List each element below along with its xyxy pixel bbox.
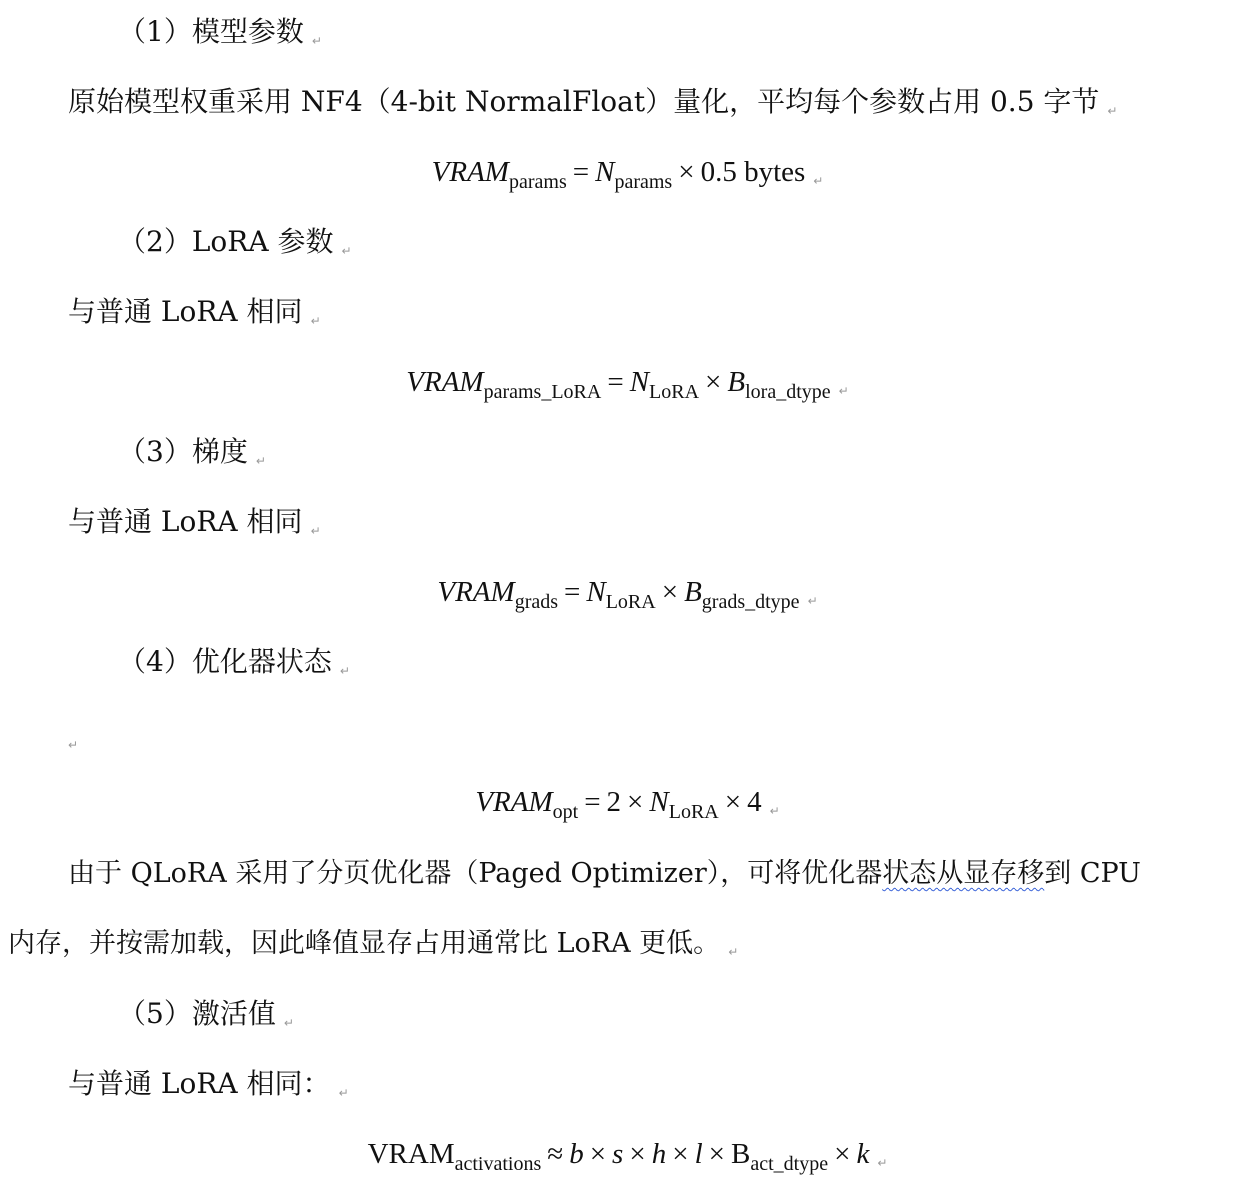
empty-paragraph — [68, 718, 78, 763]
section-5-paragraph: 与普通 LoRA 相同： ↵ — [68, 1067, 349, 1100]
section-2-heading: （2）LoRA 参数 ↵ — [118, 225, 352, 258]
section-3-heading: （3）梯度 ↵ — [118, 435, 266, 468]
paragraph-mark: ↵ — [338, 1086, 349, 1100]
paragraph-mark: ↵ — [310, 314, 321, 328]
paragraph-mark: ↵ — [283, 1016, 294, 1030]
section-5-heading: （5）激活值 ↵ — [118, 997, 294, 1030]
paragraph-mark: ↵ — [807, 594, 818, 608]
section-1-heading: （1）模型参数 ↵ — [118, 15, 322, 48]
section-2-paragraph: 与普通 LoRA 相同 ↵ — [68, 295, 321, 328]
paragraph-mark: ↵ — [339, 664, 350, 678]
section-3-paragraph: 与普通 LoRA 相同 ↵ — [68, 505, 321, 538]
paragraph-mark: ↵ — [68, 738, 79, 752]
paragraph-mark: ↵ — [1107, 104, 1118, 118]
section-4-paragraph-line-2: 内存，并按需加载，因此峰值显存占用通常比 LoRA 更低。 ↵ — [8, 928, 739, 959]
paragraph-mark: ↵ — [877, 1156, 888, 1170]
equation-vram-activations: $VRAM_{activations} \approx b \times s \times h \times l \times B_{act\_dtype} \times k$ ↵ — [367, 1138, 888, 1175]
equation-vram-params: $VRAM_{params} = N_{params} \times 0.5$ bytes ↵ — [431, 156, 824, 193]
paragraph-mark: ↵ — [341, 244, 352, 258]
equation-vram-opt: $VRAM_{opt} = 2 \times N_{LoRA} \times 4$ ↵ — [475, 786, 780, 823]
equation-vram-params-lora: $VRAM_{params\_LoRA} = N_{LoRA} \times B_{lora\_dtype}$ ↵ — [406, 366, 849, 403]
paragraph-mark: ↵ — [255, 454, 266, 468]
paragraph-mark: ↵ — [311, 34, 322, 48]
grammar-underline[interactable]: 状态从显存移 — [882, 858, 1045, 889]
paragraph-mark: ↵ — [728, 945, 739, 959]
paragraph-mark: ↵ — [813, 174, 824, 188]
paragraph-mark: ↵ — [838, 384, 849, 398]
paragraph-mark: ↵ — [310, 524, 321, 538]
paragraph-mark: ↵ — [769, 804, 780, 818]
equation-vram-grads: $VRAM_{grads} = N_{LoRA} \times B_{grads\_dtype}$ ↵ — [437, 576, 818, 613]
section-4-paragraph-line-1: 由于 QLoRA 采用了分页优化器（Paged Optimizer），可将优化器状态从显存移到 CPU — [68, 858, 1141, 889]
section-1-paragraph: 原始模型权重采用 NF4（4-bit NormalFloat）量化，平均每个参数占用 0.5 字节 ↵ — [68, 85, 1118, 118]
section-4-heading: （4）优化器状态 ↵ — [118, 645, 350, 678]
